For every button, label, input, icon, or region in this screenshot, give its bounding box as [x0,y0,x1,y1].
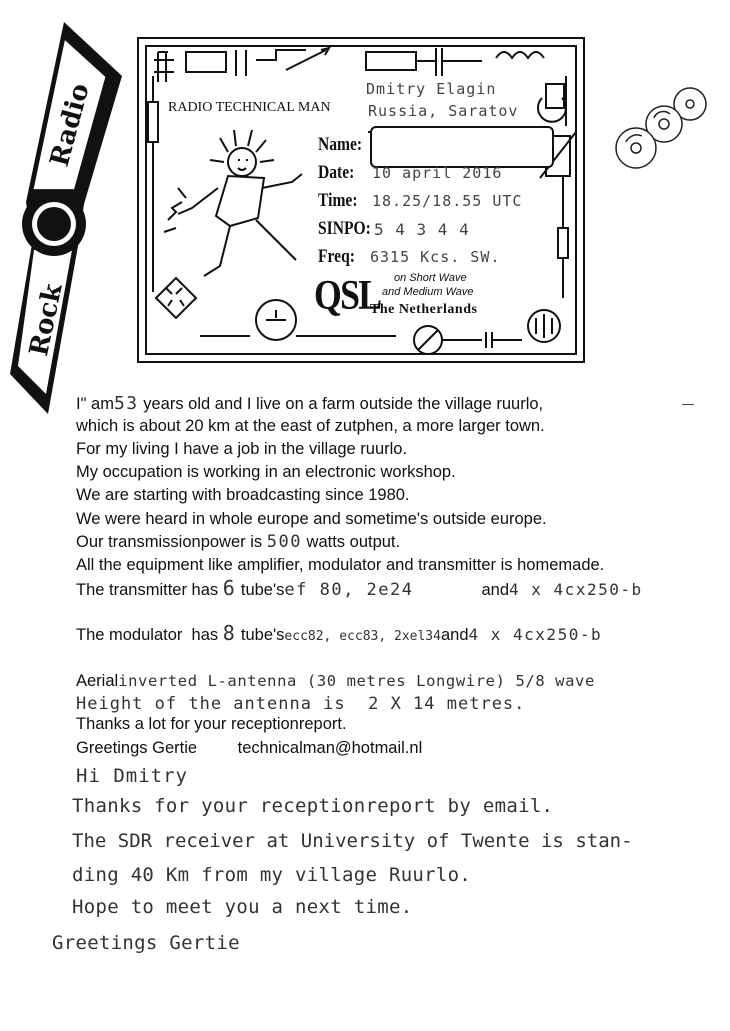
letter-line-1: I" am53 years old and I live on a farm outside the village ruurlo, [76,393,544,414]
letter-line-9: The transmitter has 6 tube'sef 80, 2e24 and4 x 4cx250-b [76,576,643,600]
letter-line-10: The modulator has 8 tube'secc82, ecc83, 2xel34and4 x 4cx250-b [76,621,603,645]
rock-radio-logo [4,14,134,434]
modulator-tubes-handwritten: ecc82, ecc83, 2xel34 [284,629,441,644]
letter-line-6: We were heard in whole europe and sometime's outside europe. [76,510,547,528]
transmitter-final-tubes-handwritten: 4 x 4cx250-b [509,580,643,599]
letter-line-4: My occupation is working in an electronic workshop. [76,463,456,481]
qsl-subtitle-medium-wave: and Medium Wave [382,286,474,298]
qsl-card [136,36,586,364]
freq-field-label: Freq: [318,246,355,267]
transmitter-tube-count-handwritten: 6 [222,576,237,600]
name-field-box [370,126,554,168]
power-handwritten: 500 [266,532,302,552]
listener-name-handwritten: Dmitry Elagin [366,80,497,98]
country-label: The Netherlands [370,302,478,317]
logo-word-rock: Rock [24,281,69,359]
letter-line-14: Greetings Gertie technicalman@hotmail.nl [76,739,423,757]
qsl-subtitle-short-wave: on Short Wave [394,272,467,284]
letter-line-7: Our transmissionpower is 500 watts output. [76,532,401,552]
letter-line-13: Thanks a lot for your receptionreport. [76,715,347,733]
note-line-5: Hope to meet you a next time. [72,896,413,918]
letter-line-2: which is about 20 km at the east of zutphen, a more larger town. [76,417,545,435]
time-field-label: Time: [318,190,358,211]
date-field-label: Date: [318,162,355,183]
aerial-handwritten: inverted L-antenna (30 metres Longwire) 5/8 wave [118,672,595,690]
cd-discs-icon [612,86,712,176]
letter-line-8: All the equipment like amplifier, modulator and transmitter is homemade. [76,556,605,574]
note-line-3: The SDR receiver at University of Twente is stan- [72,830,633,852]
modulator-tube-count-handwritten: 8 [222,621,237,645]
date-field-value: 10 april 2016 [372,164,503,182]
letter-line-3: For my living I have a job in the village ruurlo. [76,440,408,458]
sinpo-field-value: 5 4 3 4 4 [374,220,470,239]
listener-location-handwritten: Russia, Saratov [368,102,519,120]
note-line-4: ding 40 Km from my village Ruurlo. [72,864,472,886]
note-line-6: Greetings Gertie [52,932,240,954]
station-name: RADIO TECHNICAL MAN [168,100,331,115]
letter-line-5: We are starting with broadcasting since 1980. [76,486,410,504]
contact-email[interactable]: technicalman@hotmail.nl [237,739,423,757]
time-field-value: 18.25/18.55 UTC [372,192,523,210]
sinpo-field-label: SINPO: [318,218,371,239]
qsl-title: QSL [314,273,381,319]
transmitter-tubes-handwritten: ef 80, 2e24 [284,580,414,600]
name-field-label: Name: [318,134,363,155]
freq-field-value: 6315 Kcs. SW. [370,248,501,266]
cartoon-electrocuted-man-illustration [158,128,308,296]
note-line-1: Hi Dmitry [76,765,188,787]
antenna-height-handwritten: Height of the antenna is 2 X 14 metres. [76,694,526,714]
logo-word-radio: Radio [44,80,96,170]
modulator-final-tubes-handwritten: 4 x 4cx250-b [468,625,603,644]
letter-line-11: Aerialinverted L-antenna (30 metres Longwire) 5/8 wave [76,672,595,690]
age-handwritten: 53 [113,393,139,414]
note-line-2: Thanks for your receptionreport by email. [72,795,554,817]
dash-mark [682,404,694,405]
